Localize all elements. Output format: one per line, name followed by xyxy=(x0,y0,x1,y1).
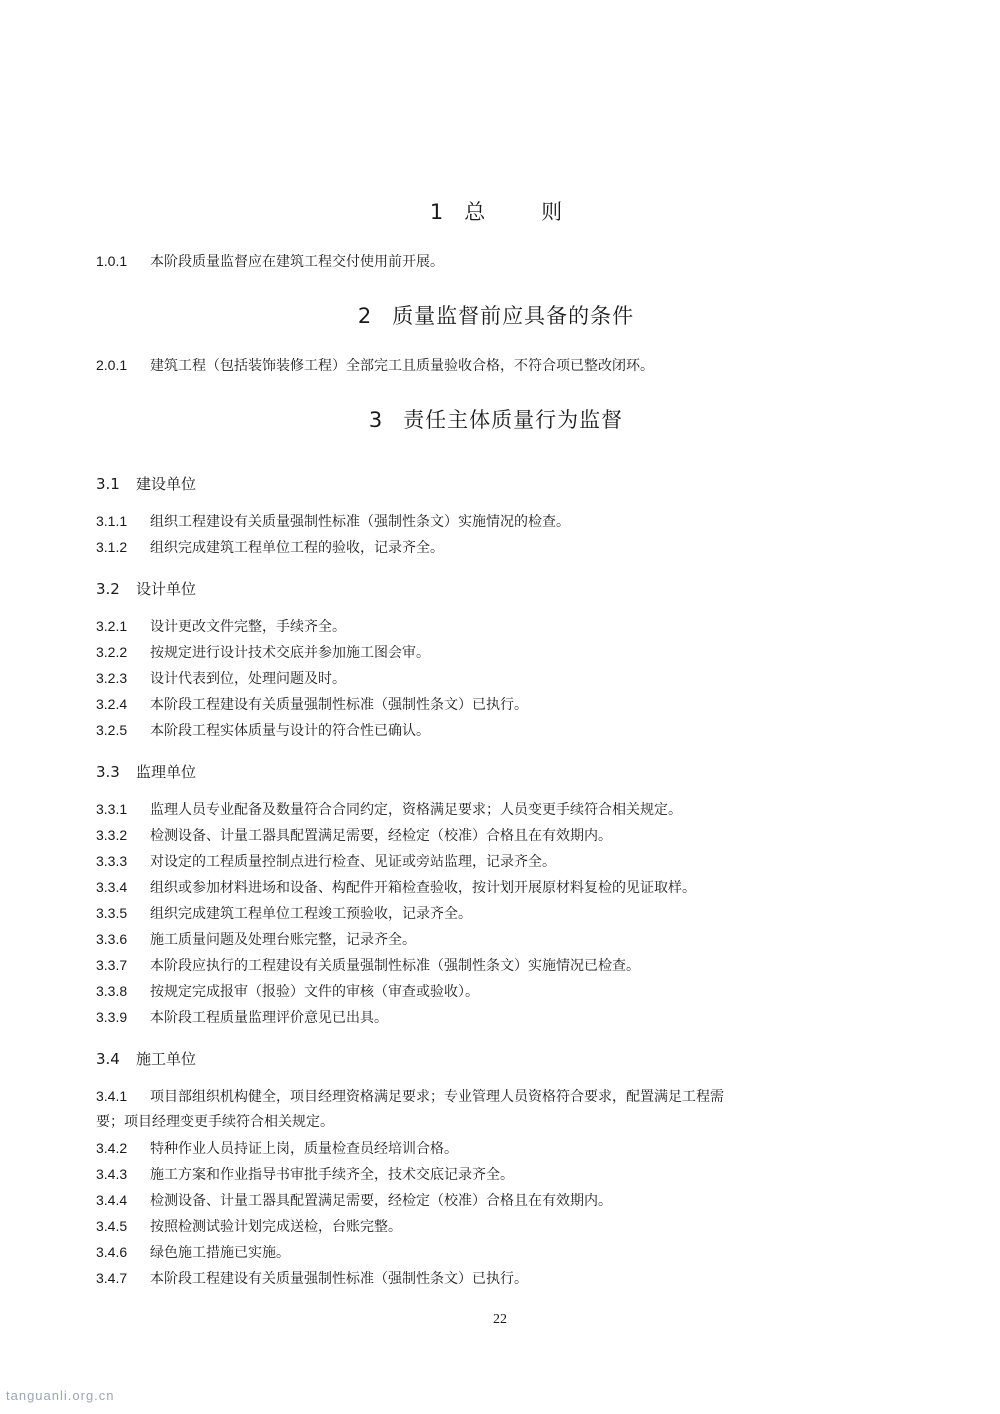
site-watermark: tanguanli.org.cn xyxy=(6,1388,115,1403)
subsection-title: 监理单位 xyxy=(136,763,197,781)
clause-number: 3.3.7 xyxy=(96,957,128,973)
clause-text: 本阶段工程建设有关质量强制性标准（强制性条文）已执行。 xyxy=(150,1271,528,1287)
clause-number: 3.4.2 xyxy=(96,1140,128,1156)
clause-text: 本阶段工程质量监理评价意见已出具。 xyxy=(150,1010,388,1026)
clause-3-2-3 xyxy=(96,665,896,692)
clause-number: 3.4.7 xyxy=(96,1270,128,1286)
clause-text: 检测设备、计量工器具配置满足需要，经检定（校准）合格且在有效期内。 xyxy=(150,828,612,844)
clause-3-4-4 xyxy=(96,1187,896,1214)
clause-number: 3.3.3 xyxy=(96,853,128,869)
clause-number: 3.4.5 xyxy=(96,1218,128,1234)
clause-text: 设计代表到位，处理问题及时。 xyxy=(150,671,346,687)
clause-3-3-5 xyxy=(96,900,896,927)
clause-text: 施工质量问题及处理台账完整，记录齐全。 xyxy=(150,932,416,948)
subsection-number: 3.2 xyxy=(96,580,120,598)
clause-text: 本阶段应执行的工程建设有关质量强制性标准（强制性条文）实施情况已检查。 xyxy=(150,958,640,974)
clause-text: 本阶段工程建设有关质量强制性标准（强制性条文）已执行。 xyxy=(150,697,528,713)
section-title: 质量监督前应具备的条件 xyxy=(392,304,635,328)
clause-text: 按规定进行设计技术交底并参加施工图会审。 xyxy=(150,645,430,661)
subsection-number: 3.1 xyxy=(96,475,120,493)
section-title: 总则 xyxy=(464,200,619,224)
clause-text: 绿色施工措施已实施。 xyxy=(150,1245,290,1261)
clause-3-2-2 xyxy=(96,639,896,666)
clause-3-4-7 xyxy=(96,1265,896,1292)
subsection-3-3-heading xyxy=(96,761,196,782)
clause-number: 3.2.2 xyxy=(96,644,128,660)
clause-number: 3.2.4 xyxy=(96,696,128,712)
clause-3-3-7 xyxy=(96,952,896,979)
clause-number: 3.4.6 xyxy=(96,1244,128,1260)
subsection-3-1-heading xyxy=(96,473,196,494)
clause-number: 3.4.1 xyxy=(96,1088,128,1104)
clause-text: 检测设备、计量工器具配置满足需要，经检定（校准）合格且在有效期内。 xyxy=(150,1193,612,1209)
clause-number: 3.3.9 xyxy=(96,1009,128,1025)
section-number: 2 xyxy=(357,304,373,328)
clause-3-3-8 xyxy=(96,978,896,1005)
clause-number: 3.2.1 xyxy=(96,618,128,634)
clause-text: 施工方案和作业指导书审批手续齐全，技术交底记录齐全。 xyxy=(150,1167,514,1183)
section-title: 责任主体质量行为监督 xyxy=(403,408,624,432)
clause-number: 3.4.3 xyxy=(96,1166,128,1182)
clause-text: 对设定的工程质量控制点进行检查、见证或旁站监理，记录齐全。 xyxy=(150,854,556,870)
clause-number: 3.3.1 xyxy=(96,801,128,817)
clause-3-4-1-continued xyxy=(96,1109,896,1135)
clause-2-0-1 xyxy=(96,352,896,379)
clause-3-3-9 xyxy=(96,1004,896,1031)
clause-3-4-5 xyxy=(96,1213,896,1240)
subsection-number: 3.3 xyxy=(96,763,120,781)
section-3-heading xyxy=(96,404,896,434)
clause-3-1-2 xyxy=(96,534,896,561)
clause-text: 组织工程建设有关质量强制性标准（强制性条文）实施情况的检查。 xyxy=(150,514,570,530)
subsection-3-2-heading xyxy=(96,578,196,599)
clause-number: 3.3.4 xyxy=(96,879,128,895)
clause-3-1-1 xyxy=(96,508,896,535)
page-number: 22 xyxy=(493,1312,507,1327)
section-number: 1 xyxy=(429,200,445,224)
clause-3-3-2 xyxy=(96,822,896,849)
clause-3-3-4 xyxy=(96,874,896,901)
clause-3-3-6 xyxy=(96,926,896,953)
clause-text: 组织或参加材料进场和设备、构配件开箱检查验收，按计划开展原材料复检的见证取样。 xyxy=(150,880,696,896)
clause-3-4-1 xyxy=(96,1083,896,1110)
clause-text: 监理人员专业配备及数量符合合同约定，资格满足要求；人员变更手续符合相关规定。 xyxy=(150,802,682,818)
clause-text: 组织完成建筑工程单位工程的验收，记录齐全。 xyxy=(150,540,444,556)
clause-text: 按规定完成报审（报验）文件的审核（审查或验收）。 xyxy=(150,984,479,1000)
subsection-title: 施工单位 xyxy=(136,1050,197,1068)
subsection-3-4-heading xyxy=(96,1048,196,1069)
clause-3-4-6 xyxy=(96,1239,896,1266)
clause-text: 建筑工程（包括装饰装修工程）全部完工且质量验收合格，不符合项已整改闭环。 xyxy=(150,358,654,374)
clause-number: 3.3.8 xyxy=(96,983,128,999)
clause-number: 3.3.2 xyxy=(96,827,128,843)
clause-text: 项目部组织机构健全，项目经理资格满足要求；专业管理人员资格符合要求，配置满足工程需 xyxy=(150,1089,724,1105)
clause-number: 2.0.1 xyxy=(96,357,128,373)
clause-text-continued: 要；项目经理变更手续符合相关规定。 xyxy=(96,1114,334,1130)
clause-text: 设计更改文件完整，手续齐全。 xyxy=(150,619,346,635)
clause-3-4-3 xyxy=(96,1161,896,1188)
clause-3-3-3 xyxy=(96,848,896,875)
clause-3-3-1 xyxy=(96,796,896,823)
subsection-title: 建设单位 xyxy=(136,475,197,493)
clause-text: 组织完成建筑工程单位工程竣工预验收，记录齐全。 xyxy=(150,906,472,922)
clause-1-0-1 xyxy=(96,248,896,275)
section-number: 3 xyxy=(368,408,384,432)
clause-number: 3.1.2 xyxy=(96,539,128,555)
subsection-number: 3.4 xyxy=(96,1050,120,1068)
clause-3-4-2 xyxy=(96,1135,896,1162)
clause-number: 3.1.1 xyxy=(96,513,128,529)
clause-number: 3.3.5 xyxy=(96,905,128,921)
section-1-heading xyxy=(96,196,896,226)
clause-number: 3.2.5 xyxy=(96,722,128,738)
clause-text: 本阶段工程实体质量与设计的符合性已确认。 xyxy=(150,723,430,739)
clause-number: 3.3.6 xyxy=(96,931,128,947)
clause-number: 3.2.3 xyxy=(96,670,128,686)
clause-3-2-1 xyxy=(96,613,896,640)
clause-text: 按照检测试验计划完成送检，台账完整。 xyxy=(150,1219,402,1235)
clause-3-2-4 xyxy=(96,691,896,718)
section-2-heading xyxy=(96,300,896,330)
subsection-title: 设计单位 xyxy=(136,580,197,598)
clause-text: 特种作业人员持证上岗，质量检查员经培训合格。 xyxy=(150,1141,458,1157)
clause-number: 1.0.1 xyxy=(96,253,128,269)
clause-number: 3.4.4 xyxy=(96,1192,128,1208)
clause-text: 本阶段质量监督应在建筑工程交付使用前开展。 xyxy=(150,254,444,270)
clause-3-2-5 xyxy=(96,717,896,744)
